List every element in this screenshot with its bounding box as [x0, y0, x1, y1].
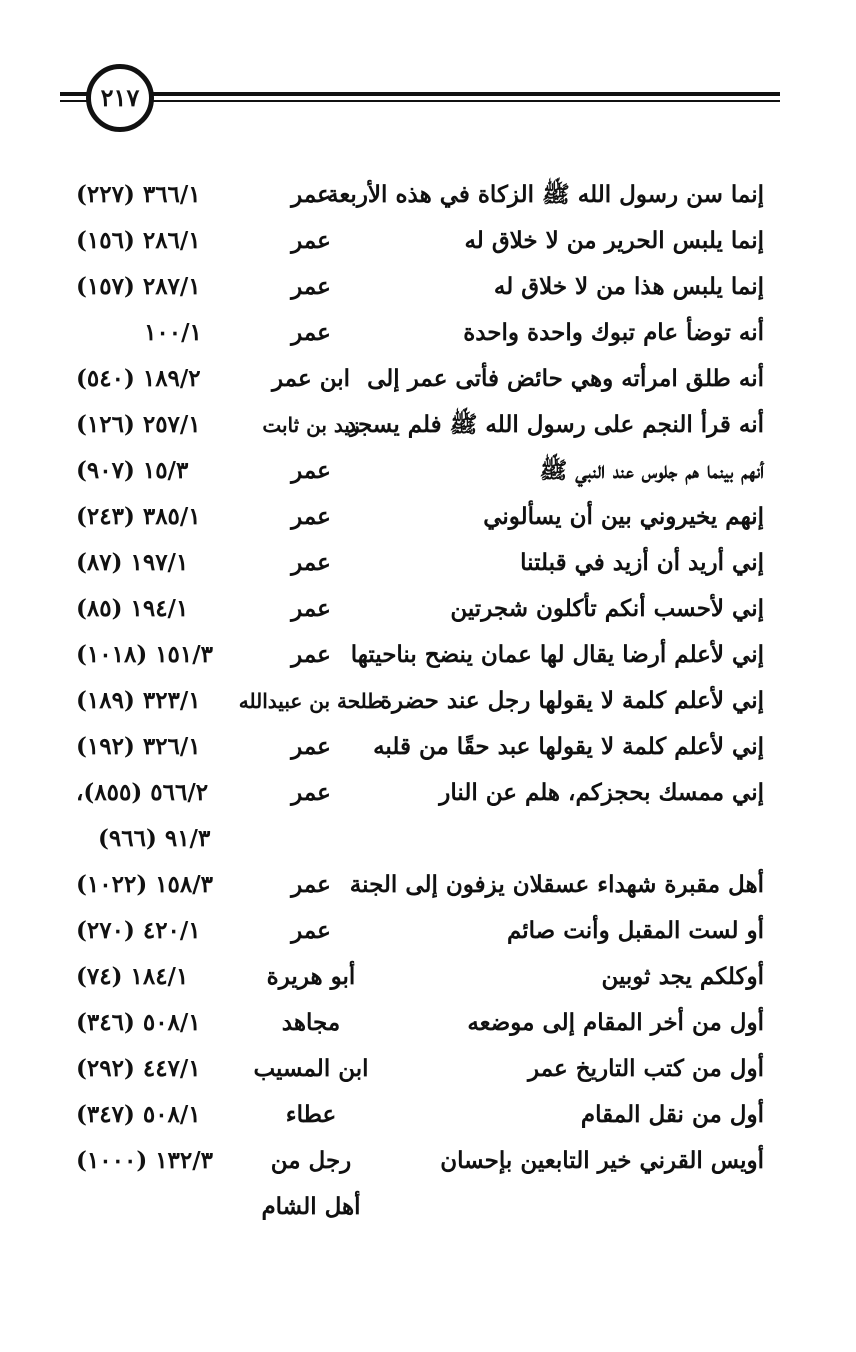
list-item	[0, 310, 856, 356]
hadith-text: أنه توضأ عام تبوك واحدة واحدة	[463, 319, 764, 346]
narrator: عطاء	[285, 1101, 337, 1128]
hadith-text: أول من أخر المقام إلى موضعه	[467, 1009, 764, 1036]
hadith-text: إني لأعلم أرضا يقال لها عمان ينضح بناحيتها	[350, 641, 764, 668]
hadith-text: إنما يلبس هذا من لا خلاق له	[493, 273, 764, 300]
reference: ٣٢٦/١ (١٩٢)	[76, 733, 201, 760]
reference: ١٩٤/١ (٨٥)	[76, 595, 189, 622]
list-item	[0, 540, 856, 586]
narrator: عمر	[291, 227, 331, 254]
narrator: عمر	[291, 503, 331, 530]
hadith-text: أنه قرأ النجم على رسول الله ﷺ فلم يسجد	[345, 411, 764, 438]
list-item	[0, 632, 856, 678]
reference: ٥٦٦/٢ (٨٥٥)،	[76, 779, 209, 806]
reference: ٣٦٦/١ (٢٢٧)	[76, 181, 201, 208]
reference: ٥٠٨/١ (٣٤٧)	[76, 1101, 201, 1128]
narrator-continued: أهل الشام	[261, 1193, 361, 1220]
list-item	[0, 678, 856, 724]
hadith-text: أنهم بينما هم جلوس عند النبي ﷺ	[539, 457, 764, 484]
hadith-text: أوكلكم يجد ثوبين	[601, 963, 764, 990]
list-item	[0, 218, 856, 264]
reference: ١٣٢/٣ (١٠٠٠)	[76, 1147, 214, 1174]
reference-continued: ٩١/٣ (٩٦٦)	[98, 825, 211, 852]
narrator: طلحة بن عبيدالله	[238, 689, 384, 713]
hadith-text: إنما يلبس الحرير من لا خلاق له	[464, 227, 764, 254]
reference: ٢٨٧/١ (١٥٧)	[76, 273, 201, 300]
narrator: مجاهد	[281, 1009, 341, 1036]
hadith-text: أنه طلق امرأته وهي حائض فأتى عمر إلى	[367, 365, 764, 392]
list-item	[0, 402, 856, 448]
hadith-text: إني لأحسب أنكم تأكلون شجرتين	[450, 595, 764, 622]
narrator: عمر	[291, 733, 331, 760]
hadith-text: إني لأعلم كلمة لا يقولها رجل عند حضرة	[379, 687, 764, 714]
narrator: أبو هريرة	[266, 963, 356, 990]
narrator: عمر	[291, 181, 331, 208]
list-item	[0, 448, 856, 494]
list-item	[0, 1092, 856, 1138]
hadith-text: إنهم يخيروني بين أن يسألوني	[483, 503, 764, 530]
narrator: زيد بن ثابت	[262, 413, 360, 437]
reference: ١٩٧/١ (٨٧)	[76, 549, 189, 576]
hadith-text: أو لست المقبل وأنت صائم	[506, 917, 764, 944]
hadith-text: أول من نقل المقام	[580, 1101, 764, 1128]
narrator: عمر	[291, 549, 331, 576]
reference: ١٠٠/١	[144, 319, 202, 346]
hadith-text: أول من كتب التاريخ عمر	[528, 1055, 764, 1082]
reference: ٢٥٧/١ (١٢٦)	[76, 411, 201, 438]
narrator: عمر	[291, 917, 331, 944]
narrator: عمر	[291, 457, 331, 484]
list-item-continuation	[0, 816, 856, 862]
reference: ١٥١/٣ (١٠١٨)	[76, 641, 214, 668]
list-item	[0, 954, 856, 1000]
hadith-text: إنما سن رسول الله ﷺ الزكاة في هذه الأربعة	[327, 181, 764, 208]
hadith-text: أويس القرني خير التابعين بإحسان	[440, 1147, 764, 1174]
list-item	[0, 770, 856, 816]
hadith-text: أهل مقبرة شهداء عسقلان يزفون إلى الجنة	[349, 871, 764, 898]
narrator: عمر	[291, 641, 331, 668]
narrator: عمر	[291, 779, 331, 806]
hadith-text: إني لأعلم كلمة لا يقولها عبد حقًا من قلبه	[373, 733, 764, 760]
list-item	[0, 724, 856, 770]
reference: ١٥٨/٣ (١٠٢٢)	[76, 871, 214, 898]
list-item	[0, 1046, 856, 1092]
reference: ٣٨٥/١ (٢٤٣)	[76, 503, 201, 530]
list-item	[0, 1138, 856, 1184]
list-item	[0, 908, 856, 954]
list-item	[0, 1000, 856, 1046]
hadith-text: إني أريد أن أزيد في قبلتنا	[520, 549, 764, 576]
narrator: عمر	[291, 273, 331, 300]
reference: ٢٨٦/١ (١٥٦)	[76, 227, 201, 254]
list-item	[0, 356, 856, 402]
narrator: عمر	[291, 595, 331, 622]
list-item	[0, 862, 856, 908]
list-item	[0, 172, 856, 218]
narrator: ابن المسيب	[253, 1055, 369, 1082]
list-item	[0, 494, 856, 540]
page-number: ٢١٧	[100, 83, 140, 112]
list-item	[0, 264, 856, 310]
narrator: عمر	[291, 871, 331, 898]
reference: ٤٢٠/١ (٢٧٠)	[76, 917, 201, 944]
list-item-continuation	[0, 1184, 856, 1230]
narrator: رجل من	[270, 1147, 352, 1174]
reference: ٣٢٣/١ (١٨٩)	[76, 687, 201, 714]
reference: ١٥/٣ (٩٠٧)	[76, 457, 189, 484]
narrator: ابن عمر	[271, 365, 351, 392]
narrator: عمر	[291, 319, 331, 346]
hadith-text: إني ممسك بحجزكم، هلم عن النار	[439, 779, 764, 806]
reference: ١٨٩/٢ (٥٤٠)	[76, 365, 201, 392]
list-item	[0, 586, 856, 632]
reference: ٤٤٧/١ (٢٩٢)	[76, 1055, 201, 1082]
reference: ١٨٤/١ (٧٤)	[76, 963, 189, 990]
reference: ٥٠٨/١ (٣٤٦)	[76, 1009, 201, 1036]
